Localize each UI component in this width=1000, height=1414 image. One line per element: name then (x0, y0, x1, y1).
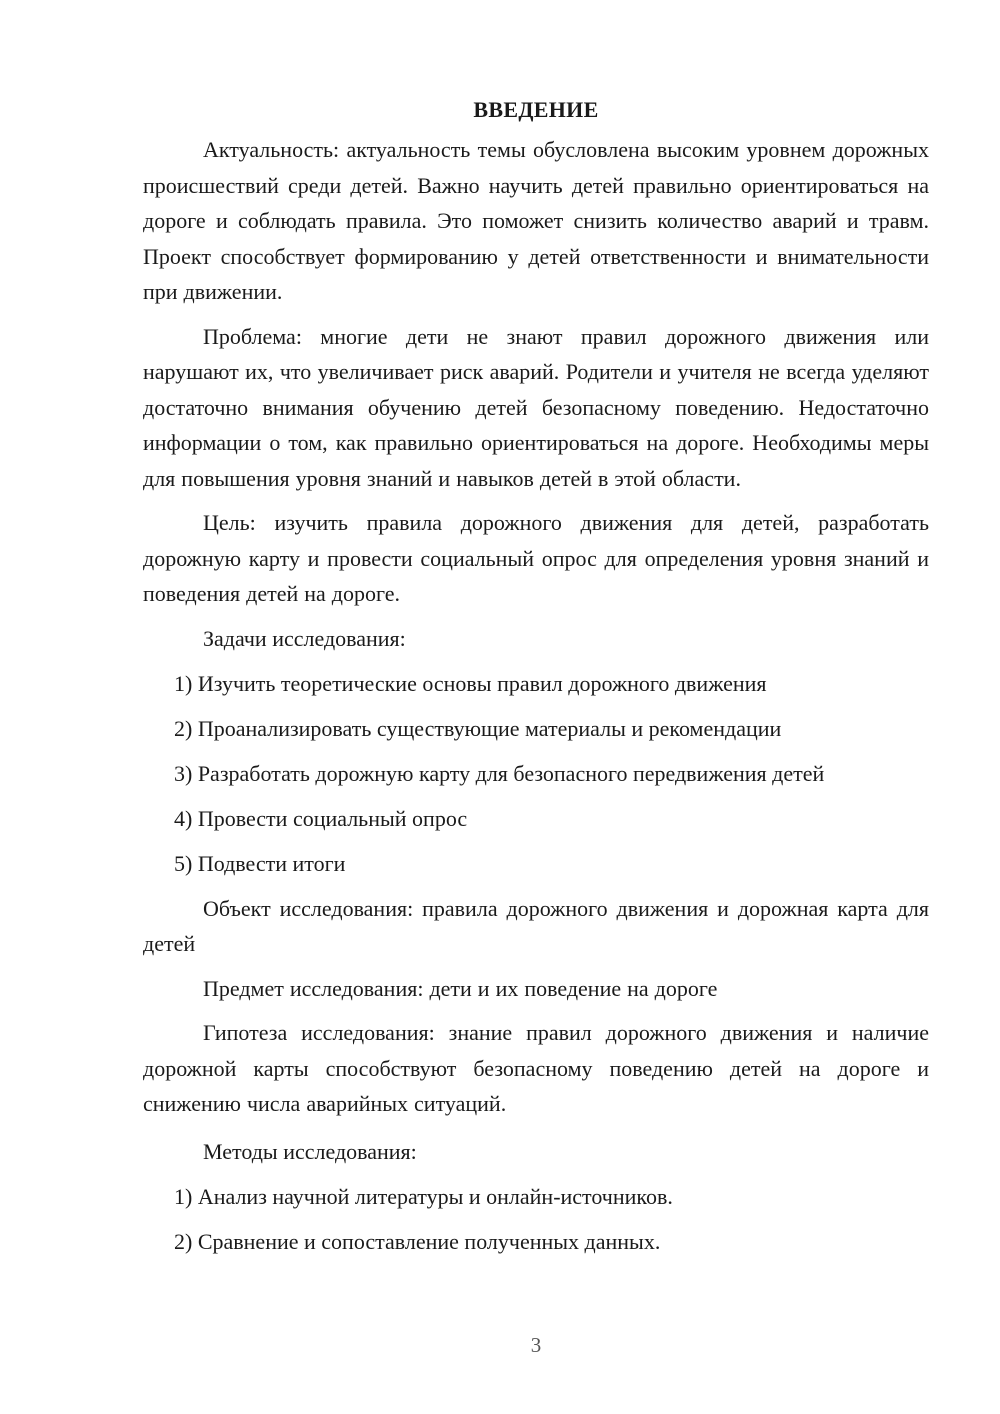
methods-list (143, 1179, 929, 1259)
document-page (143, 92, 929, 1269)
list-item: 2) Сравнение и сопоставление полученных данных. (174, 1228, 661, 1254)
list-item: 1) Анализ научной литературы и онлайн-источников. (174, 1183, 673, 1209)
list-item: 1) Изучить теоретические основы правил дорожного движения (174, 670, 767, 696)
object-paragraph: Объект исследования: правила дорожного движения и дорожная карта для детей (143, 895, 929, 956)
page-heading: ВВЕДЕНИЕ (473, 97, 599, 122)
list-item: 4) Провести социальный опрос (174, 805, 468, 831)
subject-paragraph: Предмет исследования: дети и их поведение на дороге (203, 975, 718, 1001)
list-item: 5) Подвести итоги (174, 850, 346, 876)
list-item: 3) Разработать дорожную карту для безопасного передвижения детей (174, 760, 825, 786)
goal-paragraph: Цель: изучить правила дорожного движения для детей, разработать дорожную карту и провести социальный опрос для определения уровня знаний и поведения детей на дороге. (143, 510, 929, 606)
page-number: 3 (530, 1333, 542, 1357)
tasks-title: Задачи исследования: (203, 625, 406, 651)
tasks-list (143, 666, 929, 881)
problem-paragraph: Проблема: многие дети не знают правил дорожного движения или нарушают их, что увеличивает риск аварий. Родители и учителя не всегда уделяют достаточно внимания обучению детей безопасному поведению. Недостаточно информации о том, как правильно ориентироваться на дороге. Необходимы меры для повышения уровня знаний и навыков детей в этой области. (143, 323, 929, 491)
relevance-paragraph: Актуальность: актуальность темы обусловлена высоким уровнем дорожных происшествий среди детей. Важно научить детей правильно ориентироваться на дороге и соблюдать правила. Это поможет снизить количество аварий и травм. Проект способствует формированию у детей ответственности и внимательности при движении. (143, 137, 929, 304)
hypothesis-paragraph: Гипотеза исследования: знание правил дорожного движения и наличие дорожной карты способствуют безопасному поведению детей на дороге и снижению числа аварийных ситуаций. (143, 1020, 929, 1116)
methods-title: Методы исследования: (203, 1138, 417, 1164)
list-item: 2) Проанализировать существующие материалы и рекомендации (174, 715, 782, 741)
